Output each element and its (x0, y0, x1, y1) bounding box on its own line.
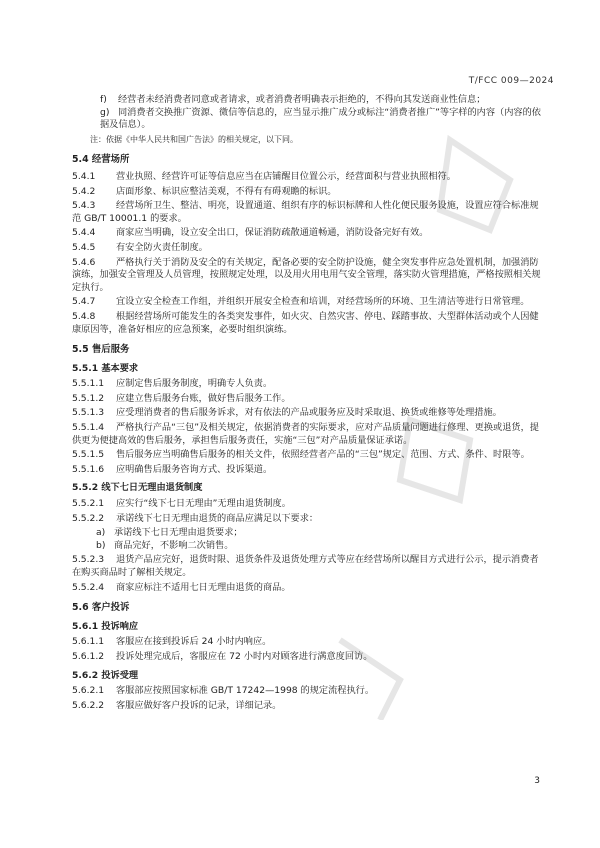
clause-text: 退货产品应完好，退货时限、退货条件及退货处理方式等应在经营场所以醒目方式进行公示，提示消费者在购买商品时了解相关规定。 (72, 554, 539, 578)
top-lettered-list (72, 94, 546, 132)
clause-number: 5.5.1.6 (72, 463, 105, 475)
clause (72, 311, 546, 336)
section-heading: 5.5 售后服务 (72, 344, 130, 356)
section-54-items (72, 171, 546, 336)
clause-number: 5.5.2.2 (72, 512, 105, 524)
clause (72, 449, 546, 462)
section-heading: 5.4 经营场所 (72, 154, 130, 166)
clause-text: 客服应做好客户投诉的记录，详细记录。 (116, 699, 282, 711)
clause-text: 投诉处理完成后，客服应在 72 小时内对顾客进行满意度回访。 (116, 650, 373, 662)
clause (72, 378, 546, 391)
clause-number: 5.4.6 (72, 256, 96, 268)
clause-number: 5.5.2.1 (72, 498, 105, 510)
clause (72, 582, 546, 595)
clause-number: 5.6.2.2 (72, 699, 105, 711)
page-number: 3 (534, 776, 540, 786)
subsection-heading: 5.6.1 投诉响应 (72, 620, 139, 632)
list-mark: b) (96, 539, 106, 551)
clause (72, 186, 546, 199)
clause-number: 5.4.7 (72, 296, 96, 308)
document-id: T/FCC 009—2024 (468, 76, 554, 86)
subsection-heading: 5.5.1 基本要求 (72, 362, 139, 374)
clause-text: 应实行“线下七日无理由”无理由退货制度。 (116, 498, 291, 510)
list-item (72, 527, 546, 540)
clause (72, 296, 546, 309)
list-item (72, 107, 546, 132)
section-551-items (72, 378, 546, 476)
clause-text: 营业执照、经营许可证等信息应当在店铺醒目位置公示，经营面积与营业执照相符。 (116, 170, 456, 182)
clause-number: 5.4.1 (72, 170, 96, 182)
clause (72, 513, 546, 526)
clause (72, 393, 546, 406)
clause-number: 5.4.4 (72, 227, 96, 239)
list-text: 经营者未经消费者同意或者请求，或者消费者明确表示拒绝的，不得向其发送商业性信息； (118, 94, 486, 105)
clause-number: 5.4.2 (72, 185, 96, 197)
clause-text: 客服应在接到投诉后 24 小时内响应。 (116, 636, 272, 648)
document-body (72, 94, 546, 714)
clause-text: 承诺线下七日无理由退货的商品应满足以下要求： (116, 512, 319, 524)
list-text: 商品完好，不影响二次销售。 (114, 539, 234, 551)
clause-number: 5.5.1.2 (72, 392, 105, 404)
clause (72, 257, 546, 295)
clause-number: 5.5.1.3 (72, 407, 105, 419)
clause (72, 636, 546, 649)
clause-number: 5.5.1.5 (72, 449, 105, 461)
clause-number: 5.6.1.2 (72, 650, 105, 662)
list-item (72, 540, 546, 553)
clause (72, 464, 546, 477)
list-mark: f) (100, 94, 107, 105)
section-562-items (72, 685, 546, 712)
clause (72, 498, 546, 511)
section-heading: 5.6 客户投诉 (72, 602, 130, 614)
clause (72, 685, 546, 698)
clause-number: 5.5.1.1 (72, 378, 105, 390)
list-mark: a) (96, 527, 106, 539)
subsection-heading: 5.6.2 投诉受理 (72, 669, 139, 681)
clause (72, 700, 546, 713)
clause-number: 5.4.5 (72, 241, 96, 253)
clause-text: 严格执行产品“三包”及相关规定，依据消费者的实际要求，应对产品质量问题进行修理、更换或退货，提供更为便捷高效的售后服务，承担售后服务责任，实施“三包”对产品质量保证承诺。 (72, 422, 539, 446)
note-text: 注：依据《中华人民共和国广告法》的相关规定，以下同。 (90, 134, 298, 144)
list-mark: g) (100, 106, 110, 118)
clause-number: 5.5.2.3 (72, 554, 105, 566)
clause-text: 客服部应按照国家标准 GB/T 17242—1998 的规定流程执行。 (116, 685, 375, 697)
clause-text: 商家应标注不适用七日无理由退货的商品。 (116, 581, 291, 593)
list-item (72, 94, 546, 107)
clause-text: 宜设立安全检查工作组，并组织开展安全检查和培训，对经营场所的环境、卫生清洁等进行日常管理。 (116, 296, 530, 308)
lettered-list (72, 527, 546, 552)
clause-number: 5.6.1.1 (72, 636, 105, 648)
clause-number: 5.6.2.1 (72, 685, 105, 697)
clause-number: 5.4.8 (72, 310, 96, 322)
clause-text: 应建立售后服务台账，做好售后服务工作。 (116, 392, 291, 404)
clause (72, 242, 546, 255)
clause-text: 严格执行关于消防及安全的有关规定，配备必要的安全防护设施，健全突发事件应急处置机制，加强消防演练，加强安全管理及人员管理，按照规定处理，以及用火用电用气安全管理，落实防火管理措施，严格按照相关规定执行。 (72, 256, 541, 293)
list-text: 同消费者交换推广资源、微信等信息的，应当显示推广成分或标注“消费者推广”等字样的内容（内容的依据及信息）。 (100, 106, 541, 131)
subsection-heading: 5.5.2 线下七日无理由退货制度 (72, 482, 203, 494)
clause (72, 554, 546, 579)
clause-text: 店面形象、标识应整洁美观，不得有有碍观瞻的标识。 (116, 185, 337, 197)
clause-text: 根据经营场所可能发生的各类突发事件，如火灾、自然灾害、停电、踩踏事故、大型群体活动或个人因健康原因等，准备好相应的应急预案，必要时组织演练。 (72, 310, 539, 335)
clause-number: 5.5.2.4 (72, 581, 105, 593)
clause (72, 407, 546, 420)
list-text: 承诺线下七日无理由退货要求； (114, 527, 243, 539)
clause (72, 651, 546, 664)
section-561-items (72, 636, 546, 663)
clause (72, 422, 546, 447)
clause-text: 应受理消费者的售后服务诉求，对有依法的产品或服务应及时采取退、换货或维修等处理措施。 (116, 407, 502, 419)
clause-text: 经营场所卫生、整洁、明亮，设置通道、组织有序的标识标牌和人性化便民服务设施，设置应符合标准规范 GB/T 10001.1 的要求。 (72, 200, 539, 224)
clause (72, 227, 546, 240)
clause-text: 应明确售后服务咨询方式、投诉渠道。 (116, 463, 273, 475)
clause-number: 5.5.1.4 (72, 422, 105, 434)
section-552-items (72, 498, 546, 594)
clause-text: 商家应当明确，设立安全出口，保证消防疏散通道畅通，消防设备完好有效。 (116, 227, 429, 239)
clause-text: 售后服务应当明确售后服务的相关文件，依照经营者产品的“三包”规定、范围、方式、条件、时限等。 (116, 449, 530, 461)
clause (72, 171, 546, 184)
clause-text: 有安全防火责任制度。 (116, 241, 208, 253)
clause-number: 5.4.3 (72, 200, 96, 212)
clause-text: 应制定售后服务制度，明确专人负责。 (116, 378, 273, 390)
clause (72, 200, 546, 225)
